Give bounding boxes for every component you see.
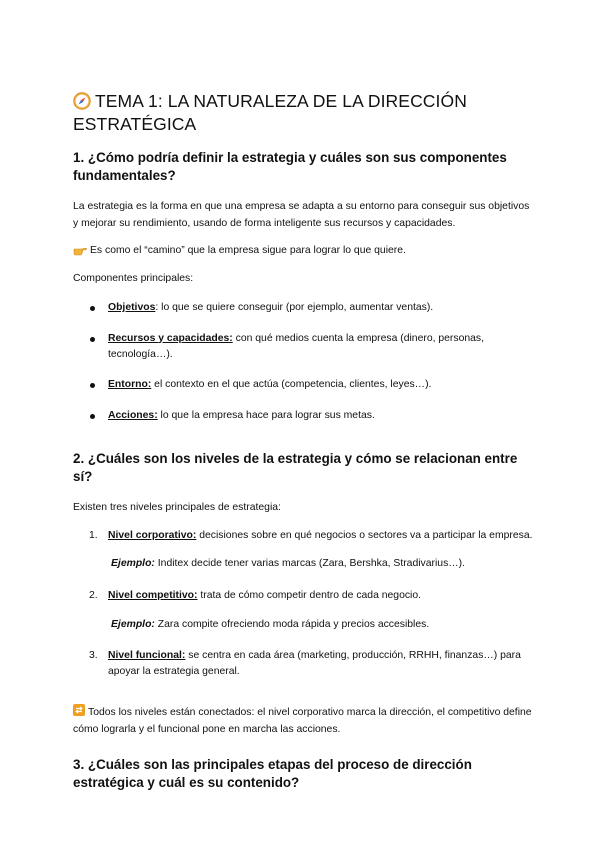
level-number: 2. (89, 590, 98, 601)
levels-list (73, 528, 533, 680)
component-term: Acciones: (108, 409, 158, 421)
level-example (73, 617, 533, 633)
components-intro: Componentes principales: (73, 272, 194, 284)
list-item (73, 648, 533, 680)
bullet-icon (90, 337, 95, 342)
question-1-heading: 1. ¿Cómo podría definir la estrategia y cuáles son sus componentes fundamentales? (73, 150, 507, 183)
pointing-hand-icon (73, 245, 87, 257)
bullet-icon (90, 414, 95, 419)
document-page (73, 90, 533, 806)
level-text: decisiones sobre en qué negocios o sectores va a participar la empresa. (196, 530, 533, 541)
bullet-icon (90, 383, 95, 388)
component-term: Objetivos (108, 302, 156, 313)
level-example (73, 556, 533, 572)
list-item (73, 528, 533, 544)
list-item (73, 331, 533, 363)
component-separator: : (155, 302, 159, 313)
component-term: Entorno: (108, 379, 152, 390)
levels-summary (73, 704, 533, 738)
list-item (73, 300, 533, 316)
component-text: lo que se quiere conseguir (por ejemplo, aumentar ventas). (158, 302, 434, 313)
pointer-note (73, 243, 533, 260)
example-label: Ejemplo: (111, 558, 155, 569)
strategy-definition: La estrategia es la forma en que una empresa se adapta a su entorno para conseguir sus objetivos y mejorar su rendimiento, usando de forma inteligente sus recursos y capacidades. (73, 201, 530, 229)
component-term: Recursos y capacidades: (108, 332, 233, 344)
compass-icon (73, 92, 91, 110)
repeat-icon (73, 704, 85, 716)
list-item (73, 588, 533, 604)
levels-intro: Existen tres niveles principales de estrategia: (73, 501, 281, 513)
level-term: Nivel corporativo: (108, 530, 197, 541)
component-text: el contexto en el que actúa (competencia, clientes, leyes…). (151, 379, 432, 390)
question-3-heading: 3. ¿Cuáles son las principales etapas del proceso de dirección estratégica y cuál es su contenido? (73, 757, 472, 790)
example-text: Zara compite ofreciendo moda rápida y precios accesibles. (154, 619, 430, 630)
level-term: Nivel funcional: (108, 650, 186, 661)
component-text: con qué medios cuenta la empresa (dinero, personas, tecnología…). (108, 332, 485, 360)
question-2-heading: 2. ¿Cuáles son los niveles de la estrategia y cómo se relacionan entre sí? (73, 450, 518, 484)
level-text: trata de cómo competir dentro de cada negocio. (197, 590, 422, 601)
component-text: lo que la empresa hace para lograr sus metas. (157, 409, 375, 421)
list-item (73, 377, 533, 393)
list-item (73, 408, 533, 424)
page-title (73, 90, 533, 136)
level-text: se centra en cada área (marketing, producción, RRHH, finanzas…) para apoyar la estrategia general. (108, 650, 521, 677)
pointer-text: Es como el “camino” que la empresa sigue para lograr lo que quiere. (90, 245, 406, 256)
level-number: 1. (89, 530, 98, 541)
title-text: TEMA 1: LA NATURALEZA DE LA DIRECCIÓN ESTRATÉGICA (73, 91, 467, 134)
components-list (73, 300, 533, 424)
summary-text: Todos los niveles están conectados: el nivel corporativo marca la dirección, el competitivo define cómo lograrla y el funcional pone en marcha las acciones. (73, 707, 532, 735)
bullet-icon (90, 306, 95, 311)
level-number: 3. (89, 650, 98, 661)
example-label: Ejemplo: (111, 619, 155, 630)
example-text: Inditex decide tener varias marcas (Zara, Bershka, Stradivarius…). (154, 558, 465, 569)
level-term: Nivel competitivo: (108, 590, 198, 601)
